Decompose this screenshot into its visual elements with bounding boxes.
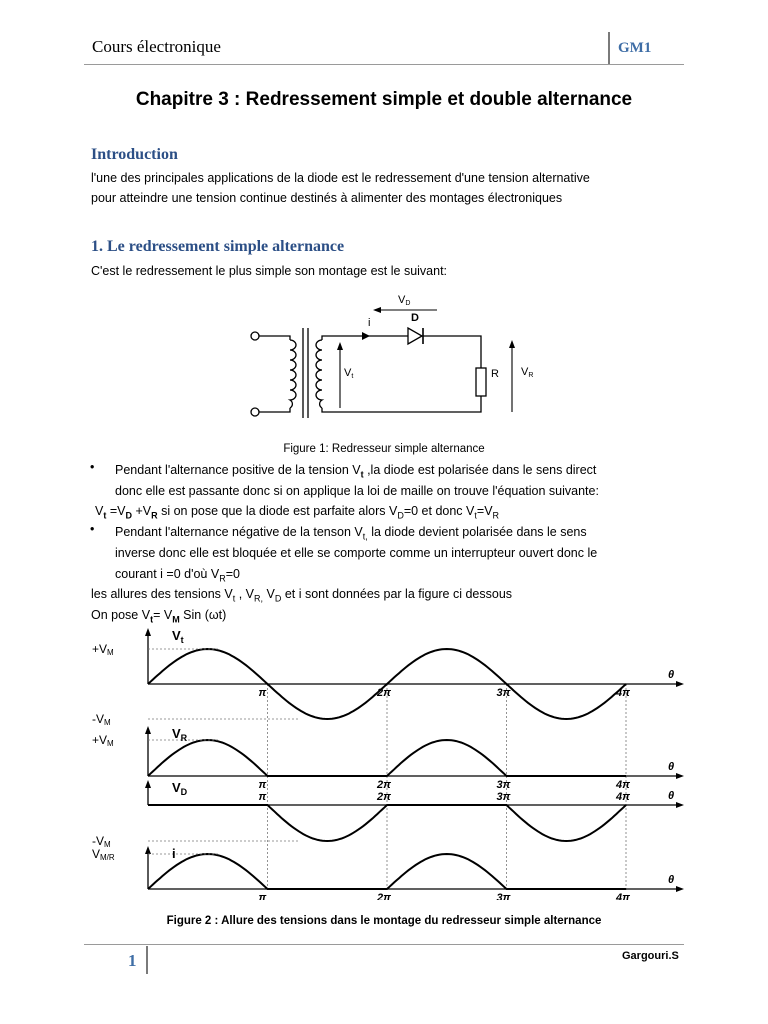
equation-line: $V_t =V_D +V_R$ si on pose que la diode est parfaite alors $V_D=0$ et donc $V_t=V_R$ [95, 504, 500, 521]
intro-line-2: pour atteindre une tension continue destinés à alimenter des montages électroniques [91, 191, 563, 205]
primary-coil [290, 340, 296, 408]
y-mark-VR: +VM [92, 733, 114, 748]
y-axis-arrow-VR [145, 726, 151, 734]
tick-i-2: 2π [377, 892, 391, 900]
diode-symbol [408, 328, 422, 344]
y-axis-arrow-VD [145, 780, 151, 788]
bullet-2-line-3: courant i =0 d'où $V_R=0$ [115, 567, 240, 584]
tick-VD-2: 2π [377, 791, 391, 803]
vd-label: VD [398, 294, 411, 307]
resistor-label: R [491, 368, 499, 380]
tick-i-4: 4π [616, 892, 630, 900]
tick-Vt-1: π [258, 687, 267, 699]
y-axis-arrow-i [145, 846, 151, 854]
x-axis-arrow-Vt [676, 681, 684, 687]
footer-rule [84, 944, 684, 945]
tick-i-1: π [258, 892, 267, 900]
tick-Vt-3: 3π [496, 687, 511, 699]
x-axis-arrow-i [676, 886, 684, 892]
intro-line-1: l'une des principales applications de la diode est le redressement d'une tension alternative [91, 171, 590, 185]
tick-VR-2: 2π [377, 779, 391, 791]
y-axis-arrow-Vt [145, 628, 151, 636]
page-number: 1 [128, 951, 137, 970]
tick-VR-1: π [258, 779, 267, 791]
x-axis-arrow-VR [676, 773, 684, 779]
figure-2-caption: Figure 2 : Allure des tensions dans le montage du redresseur simple alternance [166, 915, 602, 927]
figure-1-caption: Figure 1: Redresseur simple alternance [283, 443, 485, 455]
y-mark-VD: -VM [92, 834, 111, 849]
curve-i [148, 854, 626, 889]
primary-terminal-bottom [251, 408, 259, 416]
allures-line: les allures des tensions $V_t$ , $V_{R,}$ $V_D$ et i sont données par la figure ci dessous [91, 587, 513, 604]
y-mark-i: VM/R [92, 847, 115, 862]
section-1-heading: 1. Le redressement simple alternance [91, 238, 345, 255]
y-mark-Vt: +VM [92, 642, 114, 657]
footer-divider [146, 946, 148, 974]
bullet-2-line-1: Pendant l'alternance négative de la tenson $V_{t,}$ la diode devient polarisée dans le sens [115, 525, 587, 542]
diode-label: D [411, 312, 419, 324]
secondary-coil [316, 340, 322, 408]
x-axis-arrow-VD [676, 802, 684, 808]
chapter-title: Chapitre 3 : Redressement simple et double alternance [135, 89, 633, 110]
current-label: i [368, 317, 371, 329]
header-course-title: Cours électronique [92, 37, 221, 56]
tick-Vt-4: 4π [616, 687, 630, 699]
intro-heading: Introduction [91, 146, 178, 163]
curve-VD [148, 805, 626, 841]
bullet-dot: • [90, 460, 95, 474]
panel-label-Vt: $V_t$ [172, 628, 184, 645]
header-divider [608, 32, 610, 64]
bullet-1-line-2: donc elle est passante donc si on applique la loi de maille on trouve l'équation suivante: [115, 484, 599, 498]
theta-label-i: θ [668, 874, 675, 886]
vr-label: VR [521, 366, 534, 379]
footer-author: Gargouri.S [622, 950, 679, 962]
tick-VR-3: 3π [496, 779, 511, 791]
header-course-code: GM1 [618, 40, 652, 56]
resistor-symbol [476, 368, 486, 396]
waveform-chart [88, 624, 698, 900]
bullet-2-line-2: inverse donc elle est bloquée et elle se comporte comme un interrupteur ouvert donc le [115, 546, 598, 560]
panel-label-i: i [172, 846, 176, 861]
theta-label-VR: θ [668, 761, 675, 773]
tick-VD-3: 3π [496, 791, 511, 803]
panel-label-VD: $V_D$ [172, 780, 188, 797]
tick-VD-1: π [258, 791, 267, 803]
tick-VD-4: 4π [616, 791, 630, 803]
vt-label: Vt [344, 367, 354, 380]
theta-label-VD: θ [668, 790, 675, 802]
header-rule [84, 64, 684, 65]
current-arrow [362, 332, 370, 340]
tick-Vt-2: 2π [377, 687, 391, 699]
panel-label-VR: $V_R$ [172, 726, 188, 743]
bullet-1-line-1: Pendant l'alternance positive de la tension $V_t$ ,la diode est polarisée dans le sens direct [115, 463, 597, 480]
theta-label-Vt: θ [668, 669, 675, 681]
tick-i-3: 3π [496, 892, 511, 900]
y-mark-Vt: -VM [92, 712, 111, 727]
tick-VR-4: 4π [616, 779, 630, 791]
pose-line: On pose $V_t= V_M$ Sin (ωt) [91, 608, 227, 625]
section-1-lead: C'est le redressement le plus simple son montage est le suivant: [91, 264, 448, 278]
half-wave-rectifier-circuit [240, 288, 560, 428]
bullet-dot: • [90, 522, 95, 536]
primary-terminal-top [251, 332, 259, 340]
